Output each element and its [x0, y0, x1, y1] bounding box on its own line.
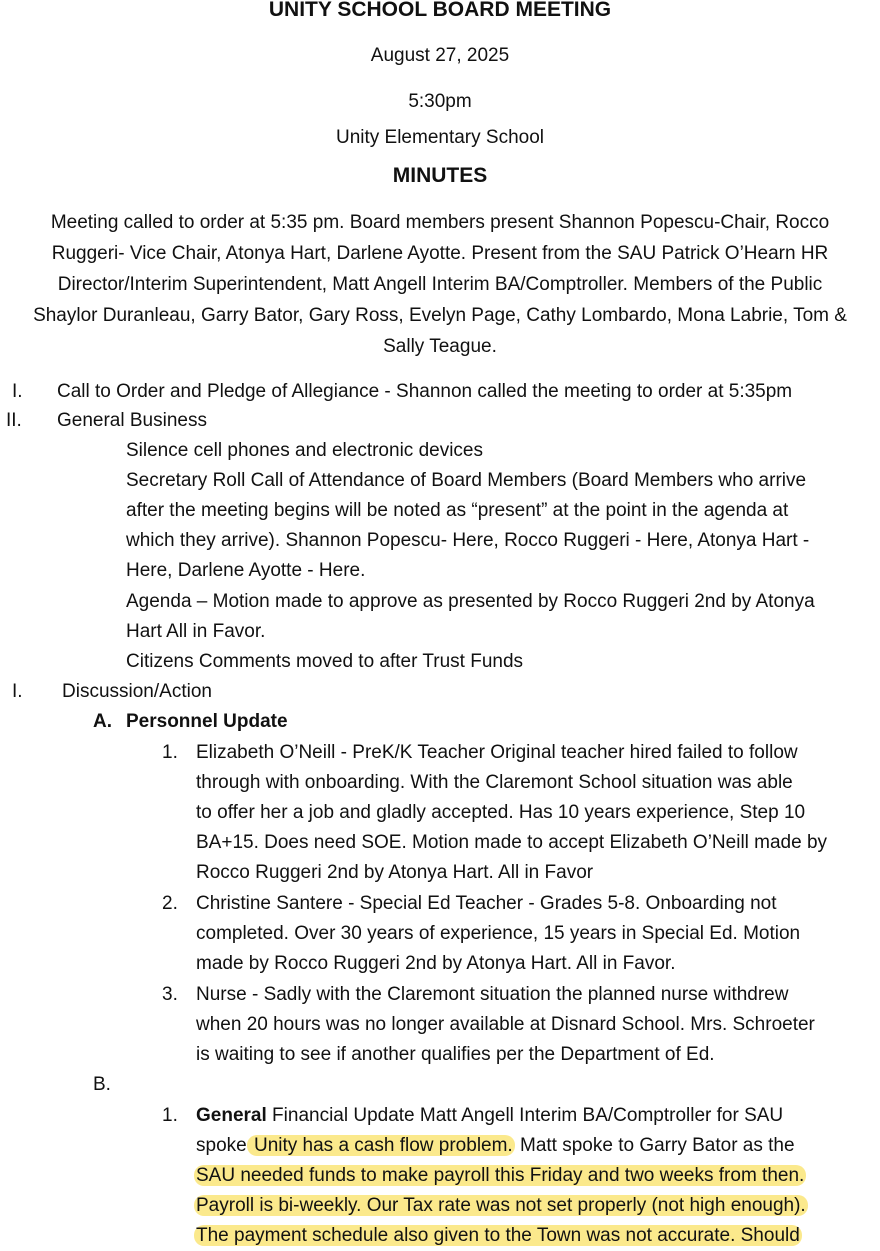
intro-line: Ruggeri- Vice Chair, Atonya Hart, Darlene Ayotte. Present from the SAU Patrick O’Hearn HR	[51, 243, 829, 264]
item-number: 1.	[162, 1105, 178, 1126]
section-call-to-order: Call to Order and Pledge of Allegiance - Shannon called the meeting to order at 5:35pm	[57, 381, 793, 402]
highlighted-text: SAU needed funds to make payroll this Friday and two weeks from then.	[196, 1165, 805, 1186]
personnel-item-line: Nurse - Sadly with the Claremont situation the planned nurse withdrew	[196, 984, 789, 1005]
personnel-item-line: to offer her a job and gladly accepted. Has 10 years experience, Step 10	[196, 802, 806, 823]
general-business-line: Secretary Roll Call of Attendance of Board Members (Board Members who arrive	[126, 470, 807, 491]
personnel-item-line: made by Rocco Ruggeri 2nd by Atonya Hart. All in Favor.	[196, 953, 676, 974]
section-number: II.	[6, 410, 22, 431]
general-business-line: Hart All in Favor.	[126, 621, 266, 642]
financial-item-text: Matt spoke to Garry Bator as the	[514, 1135, 795, 1156]
section-discussion-action: Discussion/Action	[62, 681, 212, 702]
subsection-label: A.	[93, 711, 112, 732]
highlighted-text: The payment schedule also given to the Town was not accurate. Should	[196, 1225, 800, 1246]
general-business-line: Citizens Comments moved to after Trust Funds	[126, 651, 524, 672]
personnel-item-line: Rocco Ruggeri 2nd by Atonya Hart. All in Favor	[196, 862, 594, 883]
personnel-item-line: completed. Over 30 years of experience, 15 years in Special Ed. Motion	[196, 923, 801, 944]
item-number: 3.	[162, 984, 178, 1005]
document-title: UNITY SCHOOL BOARD MEETING	[268, 0, 612, 21]
financial-item-bold: General	[196, 1105, 267, 1126]
section-number: I.	[12, 381, 23, 402]
meeting-date: August 27, 2025	[370, 45, 510, 66]
highlighted-text: Unity has a cash flow problem.	[248, 1135, 513, 1156]
item-number: 2.	[162, 893, 178, 914]
personnel-item-line: Christine Santere - Special Ed Teacher - Grades 5-8. Onboarding not	[196, 893, 777, 914]
highlighted-text: Payroll is bi-weekly. Our Tax rate was not set properly (not high enough).	[196, 1195, 806, 1216]
personnel-item-line: through with onboarding. With the Claremont School situation was able	[196, 772, 793, 793]
personnel-update-heading: Personnel Update	[126, 711, 288, 732]
meeting-time: 5:30pm	[408, 91, 472, 112]
financial-item-line	[196, 1131, 795, 1161]
personnel-item-line: when 20 hours was no longer available at Disnard School. Mrs. Schroeter	[196, 1014, 815, 1035]
general-business-line: Silence cell phones and electronic devices	[126, 440, 483, 461]
intro-line: Shaylor Duranleau, Garry Bator, Gary Ross, Evelyn Page, Cathy Lombardo, Mona Labrie, Tom &	[33, 305, 847, 326]
general-business-line: which they arrive). Shannon Popescu- Here, Rocco Ruggeri - Here, Atonya Hart -	[126, 530, 810, 551]
financial-item-text: spoke	[196, 1135, 247, 1156]
financial-item-line	[196, 1101, 783, 1131]
minutes-heading: MINUTES	[392, 164, 488, 187]
meeting-location: Unity Elementary School	[335, 127, 545, 148]
personnel-item-line: Elizabeth O’Neill - PreK/K Teacher Original teacher hired failed to follow	[196, 742, 798, 763]
item-number: 1.	[162, 742, 178, 763]
section-general-business: General Business	[57, 410, 207, 431]
intro-line: Meeting called to order at 5:35 pm. Board members present Shannon Popescu-Chair, Rocco	[50, 212, 830, 233]
subsection-label: B.	[93, 1074, 111, 1095]
financial-item-text: Financial Update Matt Angell Interim BA/Comptroller for SAU	[266, 1105, 784, 1126]
intro-line: Director/Interim Superintendent, Matt Angell Interim BA/Comptroller. Members of the Public	[57, 274, 823, 295]
general-business-line: after the meeting begins will be noted as “present” at the point in the agenda at	[126, 500, 789, 521]
intro-line: Sally Teague.	[383, 336, 497, 357]
section-number: I.	[12, 681, 23, 702]
general-business-line: Agenda – Motion made to approve as presented by Rocco Ruggeri 2nd by Atonya	[126, 591, 815, 612]
financial-item-line	[194, 1161, 806, 1191]
financial-item-line	[194, 1191, 808, 1221]
general-business-line: Here, Darlene Ayotte - Here.	[126, 560, 366, 581]
financial-item-line	[194, 1221, 802, 1251]
personnel-item-line: BA+15. Does need SOE. Motion made to accept Elizabeth O’Neill made by	[196, 832, 828, 853]
personnel-item-line: is waiting to see if another qualifies per the Department of Ed.	[196, 1044, 715, 1065]
